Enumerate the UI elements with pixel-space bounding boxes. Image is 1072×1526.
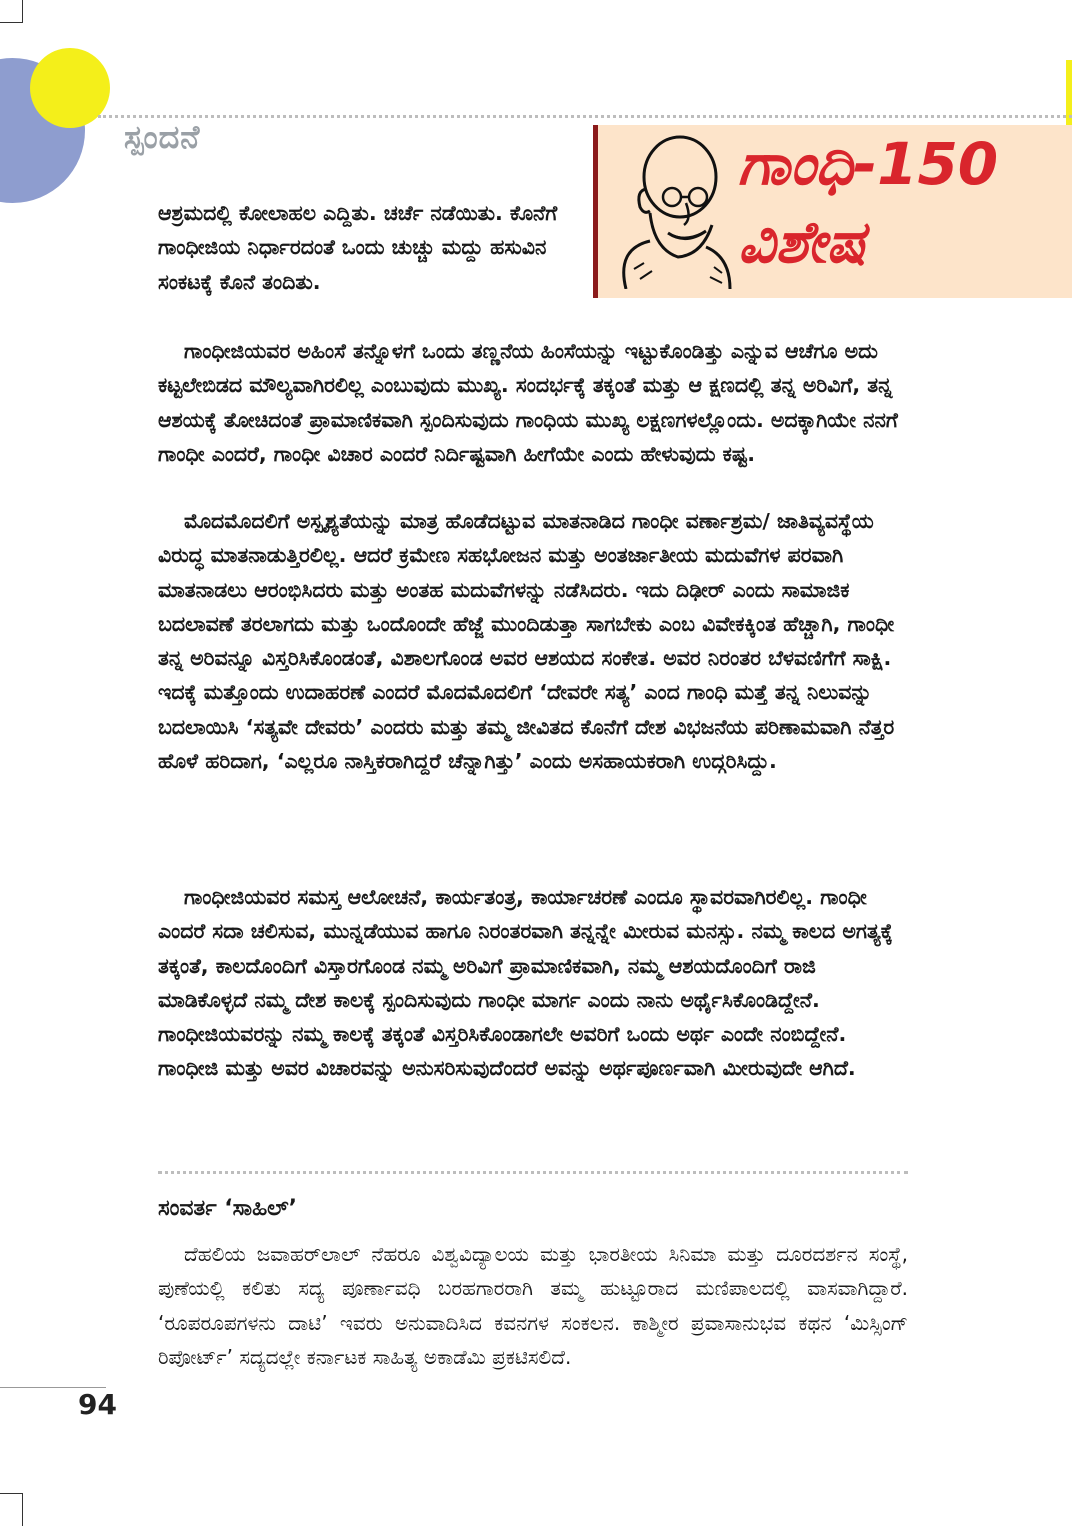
article-paragraph-2: ಮೊದಮೊದಲಿಗೆ ಅಸ್ಪೃಶ್ಯತೆಯನ್ನು ಮಾತ್ರ ಹೊಡೆದಟ್ಟುವ ಮಾತನಾಡಿದ ಗಾಂಧೀ ವರ್ಣಾಶ್ರಮ/ ಜಾತಿವ್ಯವಸ್ಥೆಯ ವಿರುದ್ಧ ಮಾತನಾಡುತ್ತಿರಲಿಲ್ಲ. ಆದರೆ ಕ್ರಮೇಣ ಸಹಭೋಜನ ಮತ್ತು ಅಂತರ್ಜಾತೀಯ ಮದುವೆಗಳ ಪರವಾಗಿ ಮಾತನಾಡಲು ಆರಂಭಿಸಿದರು ಮತ್ತು ಅಂತಹ ಮದುವೆಗಳನ್ನು ನಡೆಸಿದರು. ಇದು ದಿಢೀರ್ ಎಂದು ಸಾಮಾಜಿಕ ಬದಲಾವಣೆ ತರಲಾಗದು ಮತ್ತು ಒಂದೊಂದೇ ಹೆಜ್ಜೆ ಮುಂದಿಡುತ್ತಾ ಸಾಗಬೇಕು ಎಂಬ ವಿವೇಕಕ್ಕಿಂತ ಹೆಚ್ಚಾಗಿ, ಗಾಂಧೀ ತನ್ನ ಅರಿವನ್ನೂ ವಿಸ್ತರಿಸಿಕೊಂಡಂತೆ, ವಿಶಾಲಗೊಂಡ ಅವರ ಆಶಯದ ಸಂಕೇತ. ಅವರ ನಿರಂತರ ಬೆಳವಣಿಗೆಗೆ ಸಾಕ್ಷಿ. ಇದಕ್ಕೆ ಮತ್ತೊಂದು ಉದಾಹರಣೆ ಎಂದರೆ ಮೊದಮೊದಲಿಗೆ ‘ದೇವರೇ ಸತ್ಯ’ ಎಂದ ಗಾಂಧಿ ಮತ್ತೆ ತನ್ನ ನಿಲುವನ್ನು ಬದಲಾಯಿಸಿ ‘ಸತ್ಯವೇ ದೇವರು’ ಎಂದರು ಮತ್ತು ತಮ್ಮ ಜೀವಿತದ ಕೊನೆಗೆ ದೇಶ ವಿಭಜನೆಯ ಪರಿಣಾಮವಾಗಿ ನೆತ್ತರ ಹೊಳೆ ಹರಿದಾಗ, ‘ಎಲ್ಲರೂ ನಾಸ್ತಿಕರಾಗಿದ್ದರೆ ಚೆನ್ನಾಗಿತ್ತು’ ಎಂದು ಅಸಹಾಯಕರಾಗಿ ಉದ್ಗರಿಸಿದ್ದು. <box>158 509 895 774</box>
article-paragraph-3: ಗಾಂಧೀಜಿಯವರ ಸಮಸ್ತ ಆಲೋಚನೆ, ಕಾರ್ಯತಂತ್ರ, ಕಾರ್ಯಾಚರಣೆ ಎಂದೂ ಸ್ಥಾವರವಾಗಿರಲಿಲ್ಲ. ಗಾಂಧೀ ಎಂದರೆ ಸದಾ ಚಲಿಸುವ, ಮುನ್ನಡೆಯುವ ಹಾಗೂ ನಿರಂತರವಾಗಿ ತನ್ನನ್ನೇ ಮೀರುವ ಮನಸ್ಸು. ನಮ್ಮ ಕಾಲದ ಅಗತ್ಯಕ್ಕೆ ತಕ್ಕಂತೆ, ಕಾಲದೊಂದಿಗೆ ವಿಸ್ತಾರಗೊಂಡ ನಮ್ಮ ಅರಿವಿಗೆ ಪ್ರಾಮಾಣಿಕವಾಗಿ, ನಮ್ಮ ಆಶಯದೊಂದಿಗೆ ರಾಜಿ ಮಾಡಿಕೊಳ್ಳದೆ ನಮ್ಮ ದೇಶ ಕಾಲಕ್ಕೆ ಸ್ಪಂದಿಸುವುದು ಗಾಂಧೀ ಮಾರ್ಗ ಎಂದು ನಾನು ಅರ್ಥೈಸಿಕೊಂಡಿದ್ದೇನೆ. ಗಾಂಧೀಜಿಯವರನ್ನು ನಮ್ಮ ಕಾಲಕ್ಕೆ ತಕ್ಕಂತೆ ವಿಸ್ತರಿಸಿಕೊಂಡಾಗಲೇ ಅವರಿಗೆ ಒಂದು ಅರ್ಥ ಎಂದೇ ನಂಬಿದ್ದೇನೆ. ಗಾಂಧೀಜಿ ಮತ್ತು ಅವರ ವಿಚಾರವನ್ನು ಅನುಸರಿಸುವುದೆಂದರೆ ಅವನ್ನು ಅರ್ಥಪೂರ್ಣವಾಗಿ ಮೀರುವುದೇ ಆಗಿದೆ. <box>158 885 893 1081</box>
header-dotted-rule <box>98 115 1072 118</box>
gandhi-150-banner <box>593 125 1072 298</box>
crop-mark-bottom-left <box>0 1493 23 1526</box>
section-dotted-rule <box>158 1171 908 1174</box>
author-name: ಸಂವರ್ತ ‘ಸಾಹಿಲ್’ <box>158 1196 297 1221</box>
banner-subtitle: ವಿಶೇಷ <box>738 208 866 276</box>
article-paragraph-1: ಗಾಂಧೀಜಿಯವರ ಅಹಿಂಸೆ ತನ್ನೊಳಗೆ ಒಂದು ತಣ್ಣನೆಯ ಹಿಂಸೆಯನ್ನು ಇಟ್ಟುಕೊಂಡಿತ್ತು ಎನ್ನುವ ಆಚೆಗೂ ಅದು ಕಟ್ಟಲೇಬಿಡದ ಮೌಲ್ಯವಾಗಿರಲಿಲ್ಲ ಎಂಬುವುದು ಮುಖ್ಯ. ಸಂದರ್ಭಕ್ಕೆ ತಕ್ಕಂತೆ ಮತ್ತು ಆ ಕ್ಷಣದಲ್ಲಿ ತನ್ನ ಅರಿವಿಗೆ, ತನ್ನ ಆಶಯಕ್ಕೆ ತೋಚಿದಂತೆ ಪ್ರಾಮಾಣಿಕವಾಗಿ ಸ್ಪಂದಿಸುವುದು ಗಾಂಧಿಯ ಮುಖ್ಯ ಲಕ್ಷಣಗಳಲ್ಲೊಂದು. ಅದಕ್ಕಾಗಿಯೇ ನನಗೆ ಗಾಂಧೀ ಎಂದರೆ, ಗಾಂಧೀ ವಿಚಾರ ಎಂದರೆ ನಿರ್ದಿಷ್ಟವಾಗಿ ಹೀಗೆಯೇ ಎಂದು ಹೇಳುವುದು ಕಷ್ಟ. <box>158 339 898 466</box>
page-number: 94 <box>78 1388 117 1421</box>
crop-mark-top-left <box>0 0 23 23</box>
article-intro-paragraph: ಆಶ್ರಮದಲ್ಲಿ ಕೋಲಾಹಲ ಎದ್ದಿತು. ಚರ್ಚೆ ನಡೆಯಿತು. ಕೊನೆಗೆ ಗಾಂಧೀಜಿಯ ನಿರ್ಧಾರದಂತೆ ಒಂದು ಚುಚ್ಚು ಮದ್ದು ಹಸುವಿನ ಸಂಕಟಕ್ಕೆ ಕೊನೆ ತಂದಿತು. <box>158 201 558 294</box>
section-title: ಸ್ಪಂದನೆ <box>124 118 201 156</box>
author-bio: ದೆಹಲಿಯ ಜವಾಹರ್‌ಲಾಲ್ ನೆಹರೂ ವಿಶ್ವವಿದ್ಯಾಲಯ ಮತ್ತು ಭಾರತೀಯ ಸಿನಿಮಾ ಮತ್ತು ದೂರದರ್ಶನ ಸಂಸ್ಥೆ, ಪುಣೆಯಲ್ಲಿ ಕಲಿತು ಸದ್ಯ ಪೂರ್ಣಾವಧಿ ಬರಹಗಾರರಾಗಿ ತಮ್ಮ ಹುಟ್ಟೂರಾದ ಮಣಿಪಾಲದಲ್ಲಿ ವಾಸವಾಗಿದ್ದಾರೆ. ‘ರೂಪರೂಪಗಳನು ದಾಟಿ’ ಇವರು ಅನುವಾದಿಸಿದ ಕವನಗಳ ಸಂಕಲನ. ಕಾಶ್ಮೀರ ಪ್ರವಾಸಾನುಭವ ಕಥನ ‘ಮಿಸ್ಸಿಂಗ್ ರಿಪೋರ್ಟ್’ ಸದ್ಯದಲ್ಲೇ ಕರ್ನಾಟಕ ಸಾಹಿತ್ಯ ಅಕಾಡೆಮಿ ಪ್ರಕಟಿಸಲಿದೆ. <box>158 1242 908 1369</box>
gandhi-portrait-icon <box>606 129 734 289</box>
banner-title: ಗಾಂಧಿ-150 <box>738 130 999 198</box>
